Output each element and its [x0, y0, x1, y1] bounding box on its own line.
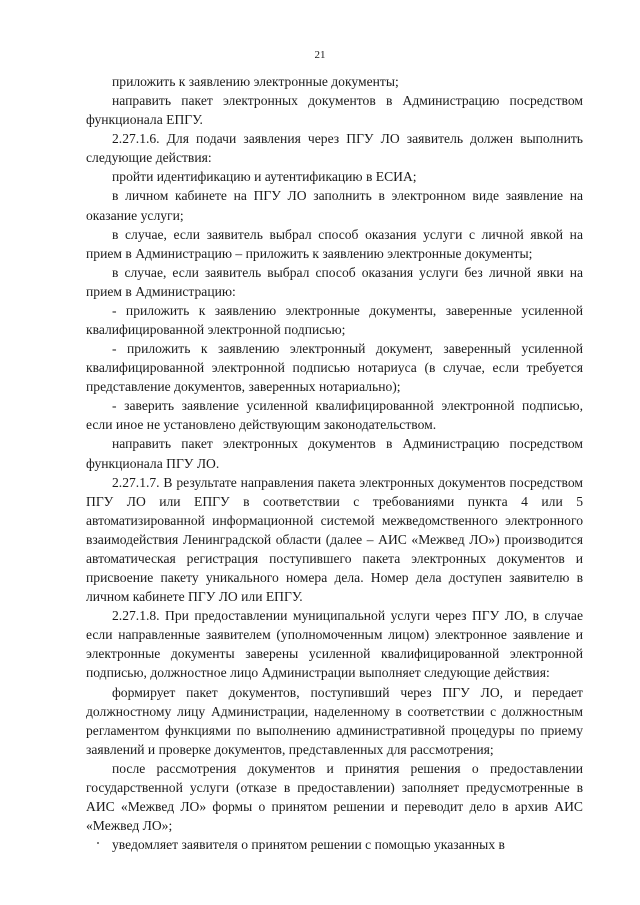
paragraph-fill-application: в личном кабинете на ПГУ ЛО заполнить в электронном виде заявление на оказание услуги; [86, 188, 583, 223]
paragraph-attach-notary-document: - приложить к заявлению электронный документ, заверенный усиленной квалифицированной электронной подписью нотариуса (в случае, если требуется представление документов, заверенных нотариально); [86, 341, 583, 395]
paragraph-esia-auth: пройти идентификацию и аутентификацию в ЕСИА; [112, 169, 417, 185]
paragraph-2-27-1-6: 2.27.1.6. Для подачи заявления через ПГУ ЛО заявитель должен выполнить следующие действия: [86, 131, 583, 166]
paragraph-send-via-epgu: направить пакет электронных документов в Администрацию посредством функционала ЕПГУ. [86, 93, 583, 128]
paragraph-notifies-applicant: уведомляет заявителя о принятом решении с помощью указанных в [112, 837, 505, 853]
paragraph-send-via-pgu: направить пакет электронных документов в Администрацию посредством функционала ПГУ ЛО. [86, 436, 583, 471]
scan-dot-mark [97, 842, 99, 844]
paragraph-without-personal-visit: в случае, если заявитель выбрал способ оказания услуги без личной явки на прием в Администрацию: [86, 264, 583, 299]
paragraph-forms-package: формирует пакет документов, поступивший через ПГУ ЛО, и передает должностному лицу Администрации, наделенному в соответствии с должностным регламентом функциями по выполнению административной процедуры по приему заявлений и проверке документов, представленных для рассмотрения; [86, 684, 583, 757]
page-number: 21 [314, 49, 326, 61]
document-body [86, 72, 583, 854]
paragraph-2-27-1-8: 2.27.1.8. При предоставлении муниципальной услуги через ПГУ ЛО, в случае если направленные заявителем (уполномоченным лицом) электронное заявление и электронные документы заверены усиленной квалифицированной электронной подписью, должностное лицо Администрации выполняет следующие действия: [86, 608, 583, 681]
paragraph-attach-documents: приложить к заявлению электронные документы; [112, 74, 399, 89]
paragraph-2-27-1-7: 2.27.1.7. В результате направления пакета электронных документов посредством ПГУ ЛО или ЕПГУ в соответствии с требованиями пункта 4 или 5 автоматизированной информационной системой межведомственного электронного взаимодействия Ленинградской области (далее – АИС «Межвед ЛО») производится автоматическая регистрация поступившего пакета электронных документов и присвоение пакету уникального номера дела. Номер дела доступен заявителю в личном кабинете ПГУ ЛО или ЕПГУ. [86, 474, 583, 605]
paragraph-with-personal-visit: в случае, если заявитель выбрал способ оказания услуги с личной явкой на прием в Администрацию – приложить к заявлению электронные документы; [86, 226, 583, 261]
paragraph-sign-application: - заверить заявление усиленной квалифицированной электронной подписью, если иное не установлено действующим законодательством. [86, 398, 583, 433]
paragraph-after-review: после рассмотрения документов и принятия решения о предоставлении государственной услуги (отказе в предоставлении) заполняет предусмотренные в АИС «Межвед ЛО» формы о принятом решении и переводит дело в архив АИС «Межвед ЛО»; [86, 760, 583, 834]
paragraph-attach-signed-documents: - приложить к заявлению электронные документы, заверенные усиленной квалифицированной электронной подписью; [86, 302, 583, 338]
